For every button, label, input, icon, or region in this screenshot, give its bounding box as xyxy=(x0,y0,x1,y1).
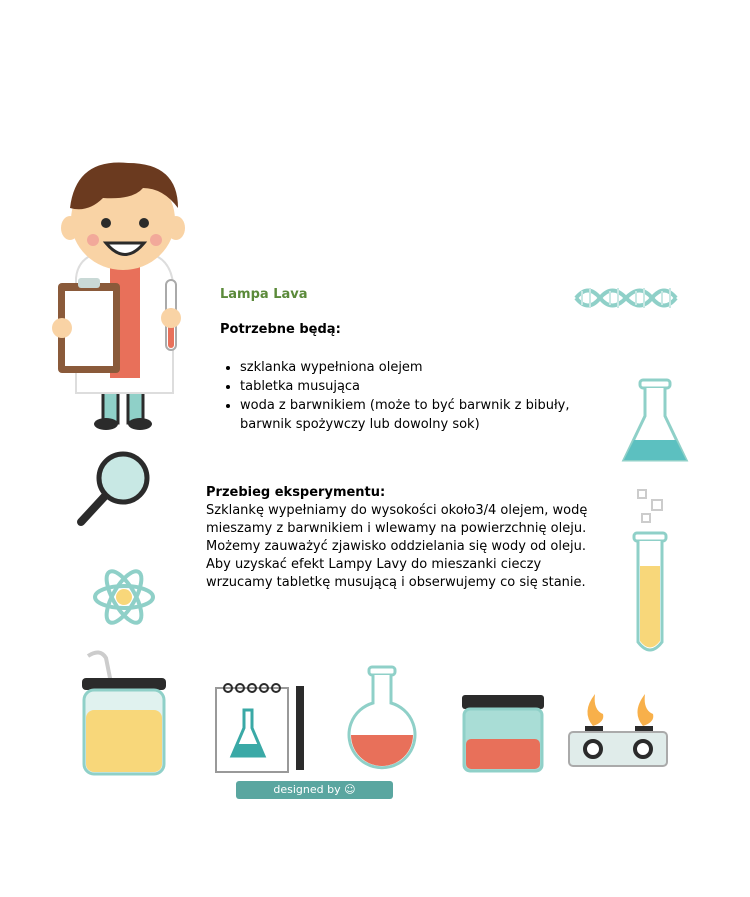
dna-icon xyxy=(574,283,678,313)
atom-icon xyxy=(92,565,156,629)
procedure-section xyxy=(206,484,591,592)
jar-icon xyxy=(78,648,170,780)
freepik-logo-icon: ☺ xyxy=(344,783,356,796)
needs-heading: Potrzebne będą: xyxy=(220,322,341,337)
procedure-text: Szklankę wypełniamy do wysokości około3/4 olejem, wodę mieszamy z barwnikiem i wlewamy na powierzchnię oleju. Możemy zauważyć zjawisko oddzielania się wody od oleju. Aby uzyskać efekt Lampy Lavy do mieszanki cieczy wrzucamy tabletkę musującą i obserwujemy co się stanie. xyxy=(206,503,588,590)
test-tube-icon xyxy=(630,488,672,660)
materials-list xyxy=(218,358,600,434)
list-item: • szklanka wypełniona olejem xyxy=(240,358,600,377)
scientist-icon xyxy=(48,158,198,433)
credit-prefix: designed by xyxy=(273,783,341,796)
round-flask-icon xyxy=(345,665,419,773)
freepik-credit-badge xyxy=(236,781,393,814)
credit-brand: freepik.com xyxy=(277,801,352,814)
flask-icon xyxy=(620,378,690,466)
magnifier-icon xyxy=(75,448,155,528)
list-item: • woda z barwnikiem (może to być barwnik z bibuły, barwnik spożywczy lub dowolny sok) xyxy=(240,396,600,434)
procedure-heading: Przebieg eksperymentu: xyxy=(206,485,386,500)
container-icon xyxy=(460,693,546,775)
notebook-icon xyxy=(212,680,312,774)
page-title: Lampa Lava xyxy=(220,287,308,302)
burner-icon xyxy=(565,690,671,772)
list-item: • tabletka musująca xyxy=(240,377,600,396)
